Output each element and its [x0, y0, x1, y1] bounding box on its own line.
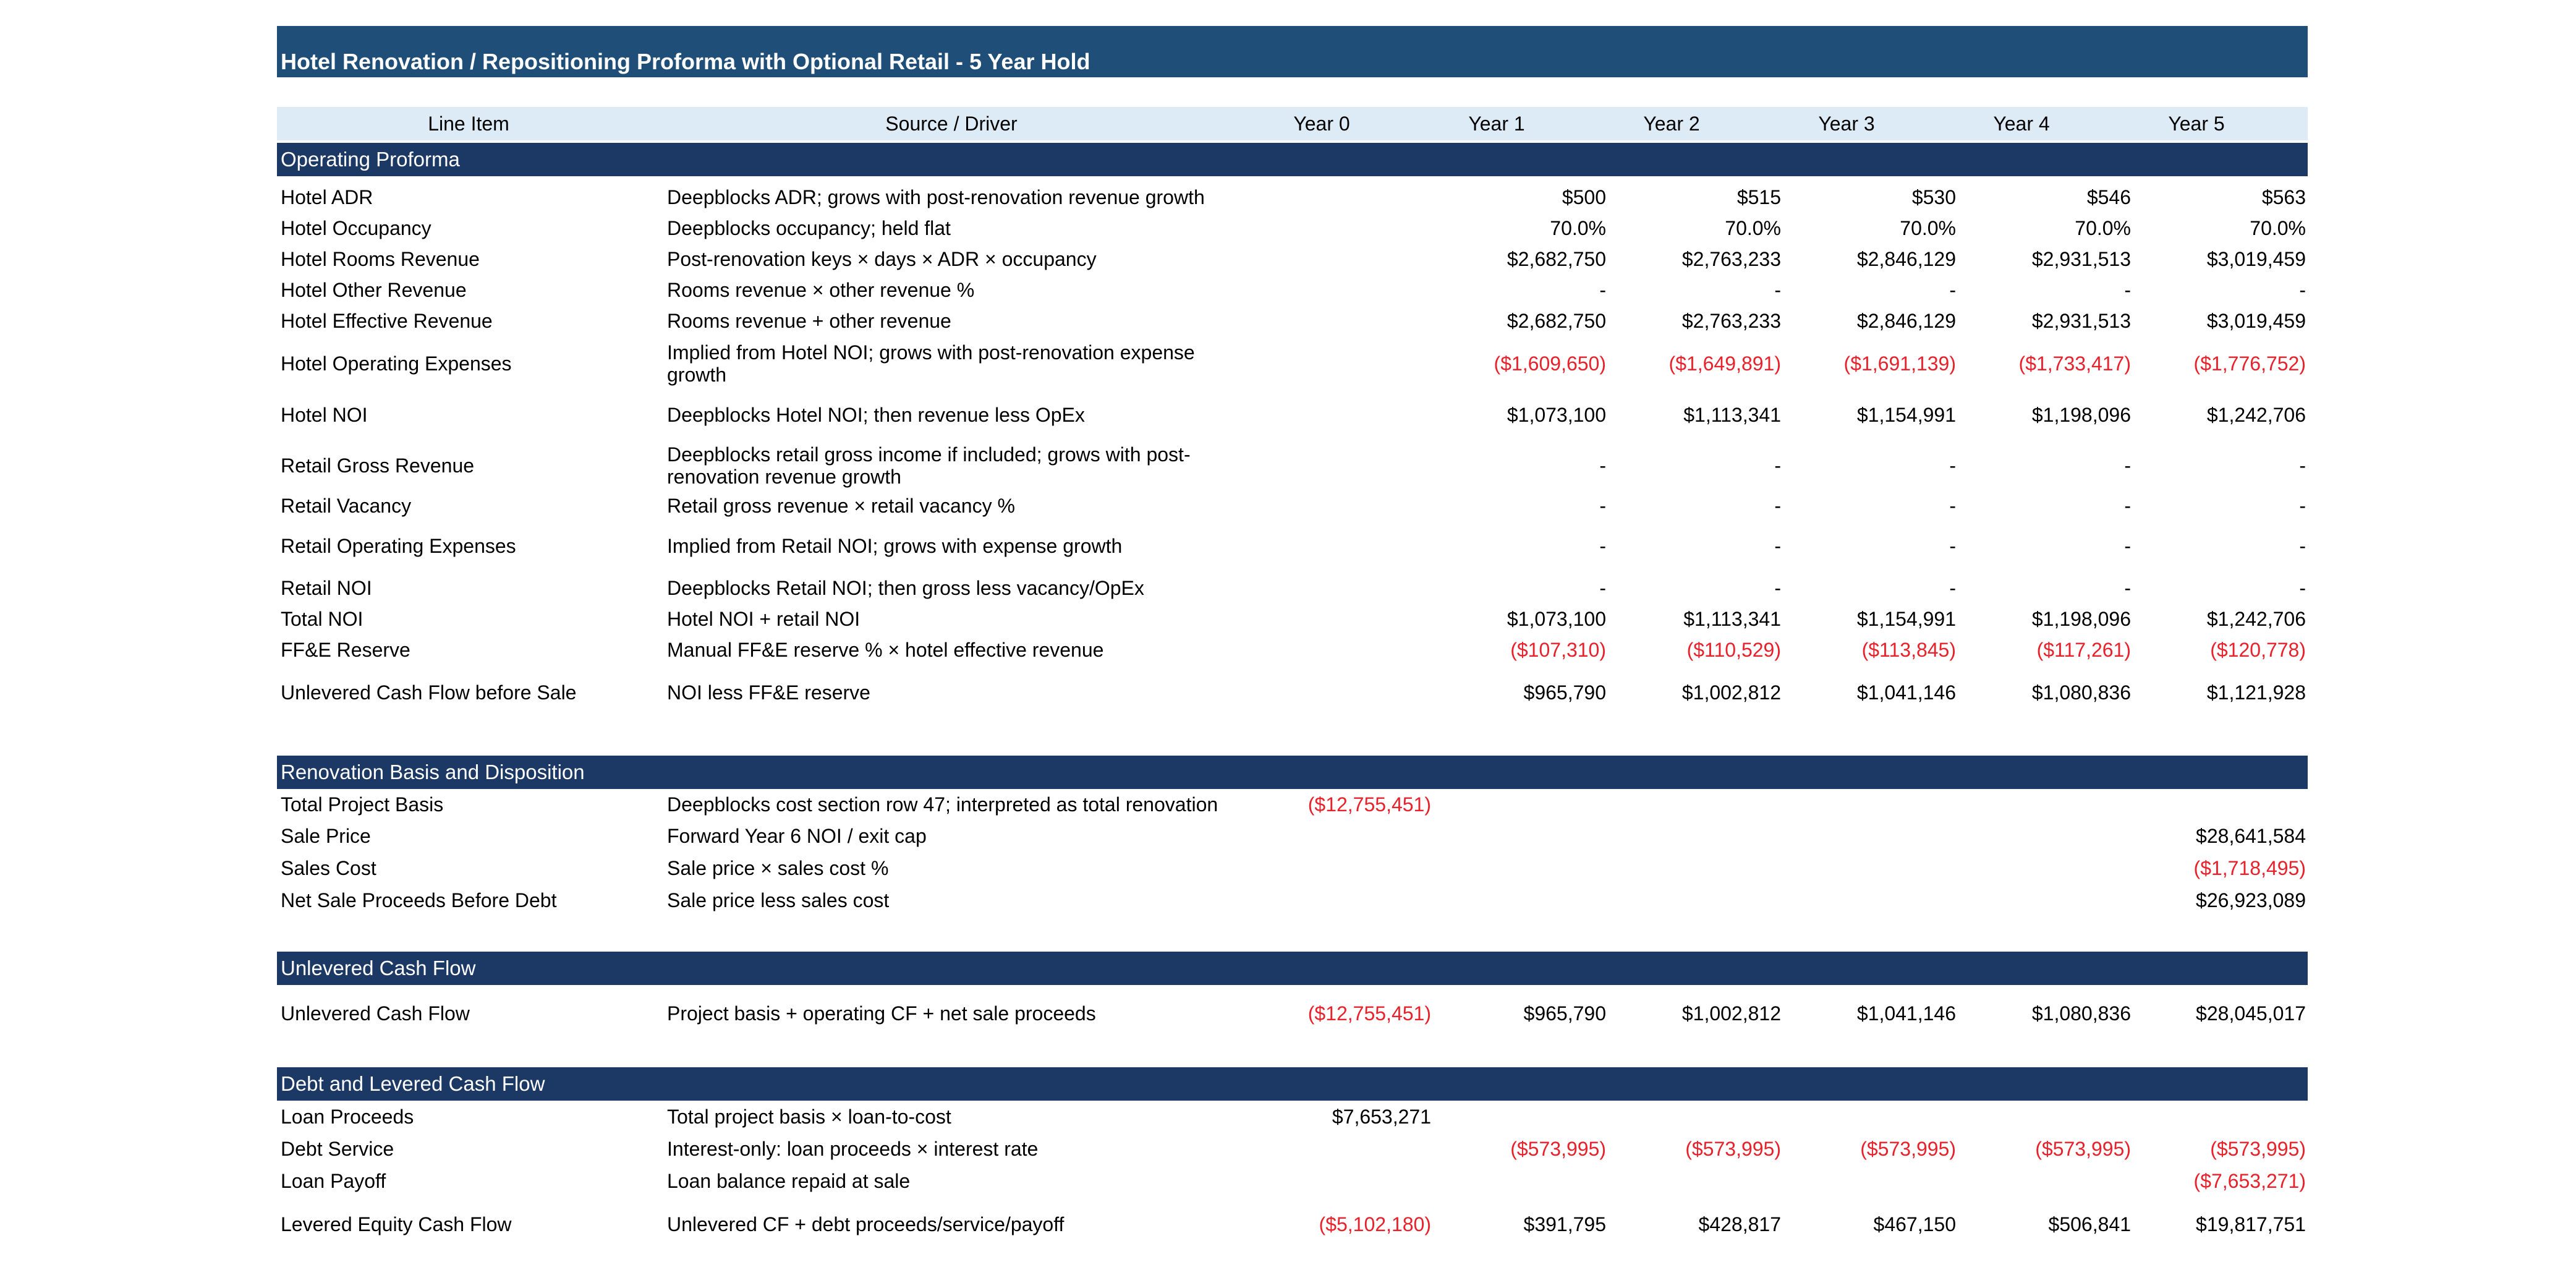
- line-item-label: Net Sale Proceeds Before Debt: [281, 889, 557, 911]
- value-year-5: $1,242,706: [2206, 607, 2306, 630]
- value-year-4: -: [2124, 494, 2131, 517]
- header-year-0: Year 0: [1293, 113, 1350, 135]
- value-year-5: [2139, 789, 2306, 820]
- value-year-4: $1,198,096: [2031, 403, 2131, 426]
- source-driver-text: Unlevered CF + debt proceeds/service/payoff: [667, 1213, 1065, 1235]
- value-year-0: [1264, 1165, 1431, 1197]
- value-year-0: [1264, 1133, 1431, 1165]
- value-year-2: ($110,529): [1686, 638, 1781, 661]
- value-year-4: -: [2124, 278, 2131, 301]
- source-driver-text: Implied from Hotel NOI; grows with post-renovation expense growth: [667, 341, 1195, 386]
- value-year-1: $2,682,750: [1507, 309, 1606, 332]
- line-item-label: Total Project Basis: [281, 793, 444, 816]
- value-year-5: ($573,995): [2210, 1137, 2306, 1160]
- value-year-2: [1614, 852, 1781, 884]
- table-row: [277, 213, 2308, 244]
- value-year-3: $1,154,991: [1856, 607, 1956, 630]
- value-year-5: $28,045,017: [2196, 1002, 2306, 1025]
- value-year-1: ($1,609,650): [1494, 352, 1606, 375]
- value-year-1: $1,073,100: [1507, 403, 1606, 426]
- value-year-5: $563: [2261, 186, 2306, 208]
- value-year-2: ($573,995): [1685, 1137, 1781, 1160]
- value-year-5: ($1,718,495): [2193, 856, 2306, 879]
- value-year-1: ($573,995): [1510, 1137, 1606, 1160]
- value-year-3: $467,150: [1873, 1213, 1956, 1235]
- value-year-5: -: [2299, 534, 2306, 557]
- header-year-5: Year 5: [2168, 113, 2225, 135]
- line-item-label: Hotel Rooms Revenue: [281, 247, 480, 270]
- header-year-2: Year 2: [1643, 113, 1700, 135]
- value-year-5: $3,019,459: [2206, 309, 2306, 332]
- value-year-4: [1964, 1101, 2131, 1133]
- value-year-2: -: [1774, 454, 1781, 477]
- value-year-4: $2,931,513: [2031, 247, 2131, 270]
- value-year-5: $19,817,751: [2196, 1213, 2306, 1235]
- table-row: [277, 439, 2308, 492]
- value-year-0: [1264, 519, 1431, 573]
- line-item-label: Hotel Other Revenue: [281, 278, 467, 301]
- table-row: [277, 336, 2308, 391]
- value-year-0: [1264, 884, 1431, 916]
- line-item-label: FF&E Reserve: [281, 638, 410, 661]
- value-year-1: [1439, 789, 1606, 820]
- value-year-5: $1,242,706: [2206, 403, 2306, 426]
- source-driver-text: Interest-only: loan proceeds × interest rate: [667, 1138, 1039, 1160]
- value-year-1: [1439, 1101, 1606, 1133]
- line-item-label: Total NOI: [281, 607, 363, 630]
- table-row: [277, 1165, 2308, 1197]
- value-year-2: $1,113,341: [1683, 403, 1781, 426]
- value-year-5: 70.0%: [2250, 216, 2306, 239]
- table-row: [277, 634, 2308, 665]
- value-year-2: [1614, 789, 1781, 820]
- line-item-label: Sale Price: [281, 824, 371, 847]
- value-year-0: [1264, 391, 1431, 439]
- value-year-2: $515: [1736, 186, 1781, 208]
- table-row: [277, 573, 2308, 603]
- value-year-1: [1439, 884, 1606, 916]
- value-year-1: -: [1599, 454, 1606, 477]
- value-year-3: -: [1949, 534, 1956, 557]
- value-year-4: [1964, 1165, 2131, 1197]
- value-year-4: $506,841: [2048, 1213, 2131, 1235]
- value-year-4: [1964, 884, 2131, 916]
- value-year-2: $428,817: [1698, 1213, 1781, 1235]
- value-year-4: ($1,733,417): [2018, 352, 2131, 375]
- value-year-3: -: [1949, 278, 1956, 301]
- column-header-row: [277, 107, 2308, 140]
- value-year-4: $546: [2086, 186, 2131, 208]
- value-year-0: [1264, 820, 1431, 852]
- line-item-label: Unlevered Cash Flow: [281, 1002, 470, 1025]
- line-item-label: Loan Payoff: [281, 1169, 386, 1192]
- header-year-3: Year 3: [1818, 113, 1875, 135]
- line-item-label: Unlevered Cash Flow before Sale: [281, 681, 577, 704]
- value-year-1: [1439, 820, 1606, 852]
- value-year-0: [1264, 852, 1431, 884]
- value-year-5: -: [2299, 454, 2306, 477]
- value-year-5: ($7,653,271): [2193, 1169, 2306, 1192]
- source-driver-text: Sale price × sales cost %: [667, 857, 889, 879]
- line-item-label: Debt Service: [281, 1137, 394, 1160]
- value-year-0: $7,653,271: [1332, 1105, 1431, 1128]
- value-year-0: [1264, 213, 1431, 244]
- table-row: [277, 182, 2308, 213]
- table-row: [277, 244, 2308, 275]
- value-year-2: [1614, 884, 1781, 916]
- value-year-1: $2,682,750: [1507, 247, 1606, 270]
- value-year-4: ($573,995): [2035, 1137, 2131, 1160]
- source-driver-text: Rooms revenue + other revenue: [667, 310, 951, 332]
- source-driver-text: Implied from Retail NOI; grows with expense growth: [667, 535, 1123, 557]
- value-year-5: -: [2299, 576, 2306, 599]
- source-driver-text: Rooms revenue × other revenue %: [667, 279, 975, 301]
- value-year-0: [1264, 182, 1431, 213]
- value-year-1: [1439, 1165, 1606, 1197]
- table-row: [277, 789, 2308, 820]
- value-year-3: [1789, 1165, 1956, 1197]
- table-row: [277, 992, 2308, 1034]
- value-year-3: -: [1949, 576, 1956, 599]
- value-year-3: $2,846,129: [1856, 309, 1956, 332]
- value-year-1: -: [1599, 494, 1606, 517]
- value-year-1: $965,790: [1523, 681, 1606, 704]
- value-year-4: $2,931,513: [2031, 309, 2131, 332]
- value-year-3: $530: [1911, 186, 1956, 208]
- value-year-4: $1,080,836: [2031, 1002, 2131, 1025]
- value-year-2: $2,763,233: [1681, 247, 1781, 270]
- value-year-3: -: [1949, 454, 1956, 477]
- section-title: Operating Proforma: [281, 148, 460, 171]
- value-year-3: [1789, 789, 1956, 820]
- source-driver-text: Deepblocks cost section row 47; interpreted as total renovation: [667, 793, 1218, 816]
- line-item-label: Hotel NOI: [281, 403, 368, 426]
- source-driver-text: Post-renovation keys × days × ADR × occupancy: [667, 248, 1097, 270]
- table-row: [277, 519, 2308, 573]
- value-year-4: 70.0%: [2075, 216, 2131, 239]
- value-year-1: $1,073,100: [1507, 607, 1606, 630]
- value-year-2: $1,002,812: [1681, 681, 1781, 704]
- table-row: [277, 1197, 2308, 1252]
- source-driver-text: Deepblocks ADR; grows with post-renovation revenue growth: [667, 186, 1205, 208]
- value-year-3: [1789, 1101, 1956, 1133]
- value-year-3: ($573,995): [1860, 1137, 1956, 1160]
- section-title: Renovation Basis and Disposition: [281, 761, 585, 783]
- source-driver-text: Deepblocks Hotel NOI; then revenue less OpEx: [667, 404, 1085, 426]
- value-year-0: [1264, 603, 1431, 634]
- value-year-0: [1264, 634, 1431, 665]
- line-item-label: Hotel Effective Revenue: [281, 309, 493, 332]
- value-year-2: [1614, 1165, 1781, 1197]
- source-driver-text: Project basis + operating CF + net sale proceeds: [667, 1002, 1096, 1025]
- line-item-label: Retail Operating Expenses: [281, 534, 516, 557]
- value-year-5: $3,019,459: [2206, 247, 2306, 270]
- value-year-2: $1,113,341: [1683, 607, 1781, 630]
- value-year-5: -: [2299, 494, 2306, 517]
- source-driver-text: Deepblocks retail gross income if included; grows with post-renovation revenue growth: [667, 443, 1191, 488]
- table-row: [277, 820, 2308, 852]
- value-year-2: [1614, 1101, 1781, 1133]
- table-row: [277, 852, 2308, 884]
- value-year-5: $28,641,584: [2196, 824, 2306, 847]
- value-year-3: [1789, 852, 1956, 884]
- line-item-label: Loan Proceeds: [281, 1105, 414, 1128]
- table-row: [277, 391, 2308, 439]
- value-year-2: ($1,649,891): [1668, 352, 1781, 375]
- value-year-0: ($12,755,451): [1307, 793, 1431, 816]
- header-line-item: Line Item: [428, 113, 509, 135]
- section-title: Unlevered Cash Flow: [281, 957, 476, 979]
- value-year-4: $1,080,836: [2031, 681, 2131, 704]
- value-year-5: ($1,776,752): [2193, 352, 2306, 375]
- value-year-1: ($107,310): [1510, 638, 1606, 661]
- value-year-1: 70.0%: [1550, 216, 1606, 239]
- source-driver-text: Sale price less sales cost: [667, 889, 890, 911]
- value-year-5: ($120,778): [2210, 638, 2306, 661]
- value-year-3: ($113,845): [1861, 638, 1956, 661]
- source-driver-text: Forward Year 6 NOI / exit cap: [667, 825, 927, 847]
- value-year-5: $1,121,928: [2206, 681, 2306, 704]
- value-year-0: [1264, 275, 1431, 305]
- value-year-4: [1964, 820, 2131, 852]
- line-item-label: Sales Cost: [281, 856, 376, 879]
- table-row: [277, 884, 2308, 916]
- value-year-2: -: [1774, 576, 1781, 599]
- table-row: [277, 1101, 2308, 1133]
- value-year-0: [1264, 305, 1431, 336]
- value-year-1: $500: [1562, 186, 1606, 208]
- section-header: [277, 756, 2308, 789]
- value-year-1: [1439, 852, 1606, 884]
- source-driver-text: Retail gross revenue × retail vacancy %: [667, 495, 1015, 517]
- value-year-5: $26,923,089: [2196, 889, 2306, 911]
- value-year-1: -: [1599, 576, 1606, 599]
- line-item-label: Retail Gross Revenue: [281, 454, 475, 477]
- value-year-2: 70.0%: [1725, 216, 1781, 239]
- value-year-1: -: [1599, 534, 1606, 557]
- title-bar: [277, 26, 2308, 77]
- table-row: [277, 275, 2308, 305]
- value-year-3: [1789, 820, 1956, 852]
- header-source: Source / Driver: [885, 113, 1018, 135]
- section-header: [277, 1067, 2308, 1101]
- source-driver-text: Total project basis × loan-to-cost: [667, 1106, 951, 1128]
- source-driver-text: Manual FF&E reserve % × hotel effective revenue: [667, 639, 1104, 661]
- line-item-label: Hotel Occupancy: [281, 216, 431, 239]
- section-header: [277, 952, 2308, 985]
- section-title: Debt and Levered Cash Flow: [281, 1072, 545, 1095]
- value-year-1: $391,795: [1523, 1213, 1606, 1235]
- value-year-0: [1264, 336, 1431, 391]
- value-year-0: [1264, 492, 1431, 519]
- value-year-3: ($1,691,139): [1843, 352, 1956, 375]
- table-row: [277, 603, 2308, 634]
- source-driver-text: Loan balance repaid at sale: [667, 1170, 911, 1192]
- value-year-3: $1,041,146: [1856, 681, 1956, 704]
- value-year-4: -: [2124, 576, 2131, 599]
- value-year-4: -: [2124, 454, 2131, 477]
- value-year-0: [1264, 573, 1431, 603]
- value-year-5: [2139, 1101, 2306, 1133]
- source-driver-text: Deepblocks occupancy; held flat: [667, 217, 951, 239]
- value-year-3: 70.0%: [1900, 216, 1956, 239]
- value-year-0: [1264, 665, 1431, 720]
- value-year-5: -: [2299, 278, 2306, 301]
- value-year-2: -: [1774, 278, 1781, 301]
- value-year-2: -: [1774, 534, 1781, 557]
- header-year-4: Year 4: [1993, 113, 2050, 135]
- value-year-1: -: [1599, 278, 1606, 301]
- line-item-label: Hotel ADR: [281, 186, 373, 208]
- value-year-1: $965,790: [1523, 1002, 1606, 1025]
- value-year-2: $1,002,812: [1681, 1002, 1781, 1025]
- table-row: [277, 1133, 2308, 1165]
- value-year-2: $2,763,233: [1681, 309, 1781, 332]
- line-item-label: Hotel Operating Expenses: [281, 352, 512, 375]
- value-year-3: -: [1949, 494, 1956, 517]
- line-item-label: Retail Vacancy: [281, 494, 412, 517]
- value-year-0: [1264, 439, 1431, 492]
- source-driver-text: Deepblocks Retail NOI; then gross less vacancy/OpEx: [667, 577, 1144, 599]
- section-header: [277, 143, 2308, 176]
- table-row: [277, 492, 2308, 519]
- value-year-4: $1,198,096: [2031, 607, 2131, 630]
- table-row: [277, 305, 2308, 336]
- value-year-3: $2,846,129: [1856, 247, 1956, 270]
- value-year-4: [1964, 789, 2131, 820]
- source-driver-text: NOI less FF&E reserve: [667, 681, 870, 704]
- value-year-2: [1614, 820, 1781, 852]
- source-driver-text: Hotel NOI + retail NOI: [667, 608, 861, 630]
- value-year-3: $1,041,146: [1856, 1002, 1956, 1025]
- value-year-0: ($5,102,180): [1319, 1213, 1431, 1235]
- value-year-4: ($117,261): [2036, 638, 2131, 661]
- value-year-3: $1,154,991: [1856, 403, 1956, 426]
- value-year-3: [1789, 884, 1956, 916]
- line-item-label: Levered Equity Cash Flow: [281, 1213, 512, 1235]
- value-year-2: -: [1774, 494, 1781, 517]
- table-row: [277, 665, 2308, 720]
- header-year-1: Year 1: [1468, 113, 1525, 135]
- value-year-4: -: [2124, 534, 2131, 557]
- value-year-4: [1964, 852, 2131, 884]
- sheet-title: Hotel Renovation / Repositioning Proforma with Optional Retail - 5 Year Hold: [281, 49, 1090, 74]
- line-item-label: Retail NOI: [281, 576, 372, 599]
- value-year-0: [1264, 244, 1431, 275]
- value-year-0: ($12,755,451): [1307, 1002, 1431, 1025]
